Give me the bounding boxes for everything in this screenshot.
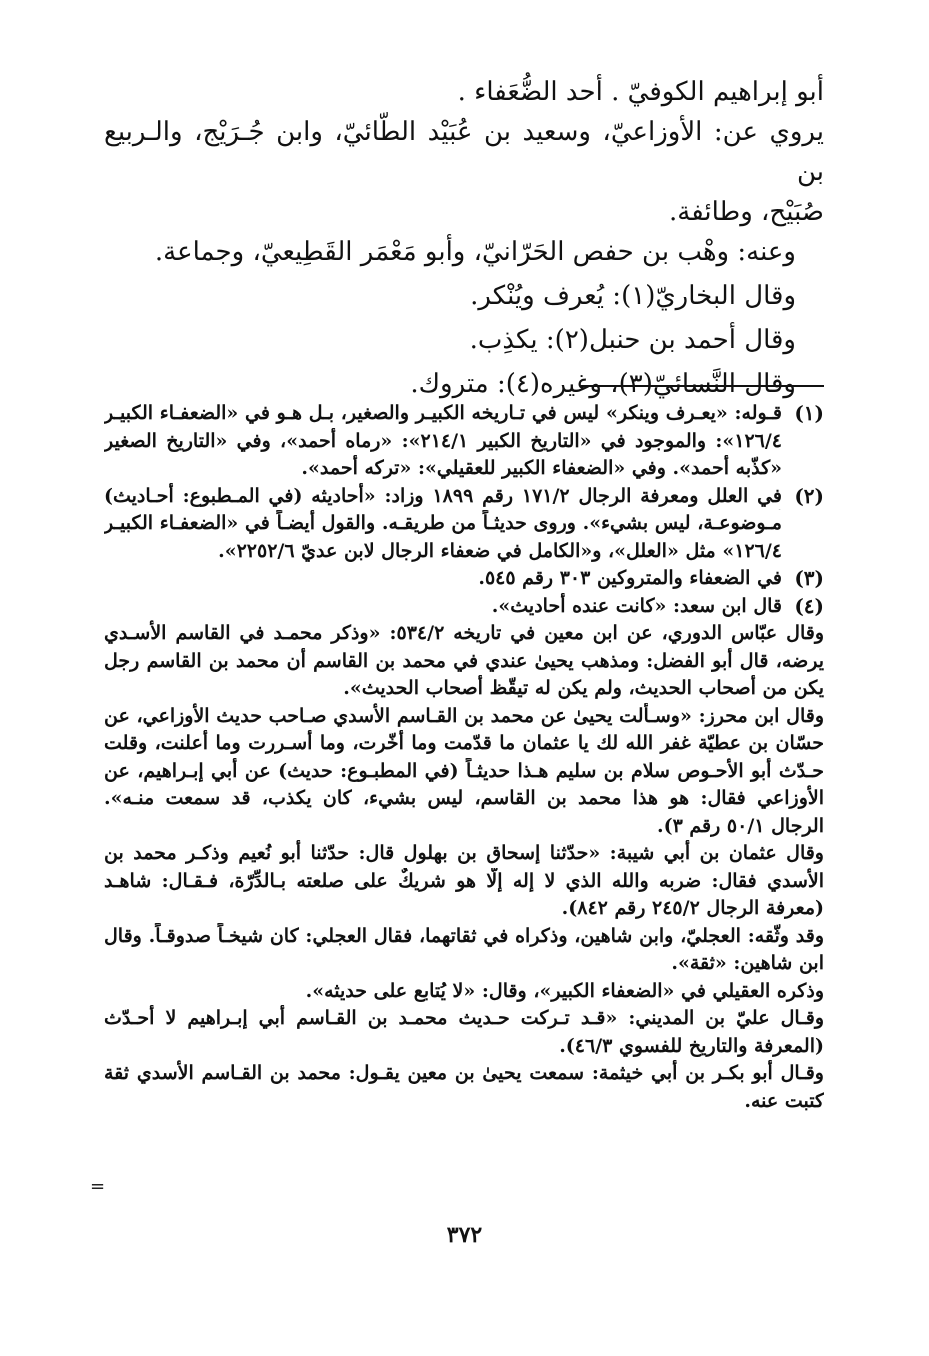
footnotes bbox=[104, 400, 824, 1115]
footnote-line: مـوضوعـة، ليس بشيء». وروى حديثـاً من طريقـه. والقول أيضـاً في «الضعفـاء الكبيـر bbox=[104, 512, 782, 534]
footnote-line: في العلل ومعرفة الرجال ١٧١/٢ رقم ١٨٩٩ وزاد: «أحاديثه (في المـطبوع: أحـاديث) bbox=[104, 484, 782, 507]
footnote-line: يرضه، قال أبو الفضل: ومذهب يحيىٰ عندي في محمد بن القاسم أن محمد بن القاسم رجل bbox=[104, 649, 824, 672]
footnote-number: (٢) bbox=[794, 483, 824, 508]
footnote-line: وقد وثّقه: العجليّ، وابن شاهين، وذكراه في ثقاتهما، فقال العجلي: كان شيخـاً صدوقـاً. وقال bbox=[104, 924, 824, 947]
footnote-line: وقـال أبو بكـر بن أبي خيثمة: سمعت يحيىٰ بن معين يقـول: محمد بن القـاسم الأسدي ثقة bbox=[104, 1062, 824, 1084]
page-number: ٣٧٢ bbox=[446, 1222, 483, 1248]
footnote-line: ابن شاهين: «ثقة». bbox=[671, 952, 824, 974]
main-line: وقال أحمد بن حنبل(٢): يكذِب. bbox=[469, 325, 796, 355]
footnote-line: وذكره العقيلي في «الضعفاء الكبير»، وقال: «لا يُتابع على حديثه». bbox=[305, 979, 824, 1002]
main-line: أبو إبراهيم الكوفيّ . أحد الضُّعَفاء . bbox=[457, 77, 824, 107]
footnote-number: (٣) bbox=[794, 566, 824, 590]
footnote-line: وقال عبّاس الدوري، عن ابن معين في تاريخه ٥٣٤/٢: «وذكر محمـد في القاسم الأسـدي bbox=[104, 622, 824, 644]
footnote-line: وقـال عليّ بن المديني: «قـد تـركت حـديث محمـد بن القـاسم أبي إبـراهيم لا أحـدّث bbox=[104, 1007, 824, 1029]
footnote-line: وقال ابن محرز: «وسـألت يحيىٰ عن محمد بن القـاسم الأسدي صـاحب حديث الأوزاعي، عن bbox=[104, 704, 824, 727]
footnote-line: ١٢٦/٤» مثل «العلل»، و«الكامل في ضعفاء الرجال لابن عديّ ٢٢٥٢/٦». bbox=[218, 539, 782, 562]
footnote-number: (١) bbox=[794, 401, 824, 425]
footnote-line: قال ابن سعد: «كانت عنده أحاديث». bbox=[491, 594, 782, 617]
continuation-mark: = bbox=[90, 1176, 106, 1197]
footnote-line: حـدّث أبو الأحـوص سلام بن سليم هـذا حديثـاً (في المطبـوع: حديث) عن أبي إبـراهيم، عن bbox=[104, 759, 824, 782]
footnote-3 bbox=[104, 565, 824, 593]
footnote-number: (٤) bbox=[794, 593, 824, 618]
main-line: يروي عن: الأوزاعيّ، وسعيد بن عُبَيْد الطّائيّ، وابن جُـرَيْج، والـربيع بن bbox=[104, 117, 824, 187]
footnote-line: الرجال ٥٠/١ رقم ٣). bbox=[656, 814, 824, 837]
main-text bbox=[104, 72, 824, 404]
main-line: صُبَيْح، وطائفة. bbox=[669, 197, 824, 227]
main-line: وقال النَّسائيّ(٣)، وغيره(٤): متروك. bbox=[410, 369, 796, 399]
footnote-4-continuation bbox=[104, 620, 824, 1115]
footnote-4 bbox=[104, 593, 824, 621]
footnote-line: (المعرفة والتاريخ للفسوي ٤٦/٣). bbox=[559, 1034, 824, 1057]
footnote-separator bbox=[581, 385, 824, 387]
main-line: وقال البخاريّ(١): يُعرف ويُنْكر. bbox=[470, 281, 796, 311]
footnote-line: حسّان بن عطيّة غفر الله لك يا عثمان ما قدّمت وما أخّرت، وما أسـررت وما أعلنت، وقلت bbox=[104, 732, 824, 754]
footnote-line: في الضعفاء والمتروكين ٣٠٣ رقم ٥٤٥. bbox=[478, 567, 782, 589]
footnote-line: وقال عثمان بن أبي شيبة: «حدّثنا إسحاق بن بهلول قال: حدّثنا أبو نُعيم وذكـر محمد بن bbox=[104, 842, 824, 864]
footnote-line: يكن من أصحاب الحديث، ولم يكن له تيقّظ أصحاب الحديث». bbox=[343, 677, 824, 699]
footnote-line: قـوله: «يعـرف وينكر» ليس في تـاريخه الكبيـر والصغير، بـل هـو في «الضعفـاء الكبيـر bbox=[104, 402, 782, 424]
footnote-1 bbox=[104, 400, 824, 483]
footnote-line: كتبت عنه. bbox=[744, 1089, 824, 1112]
main-line: وعنه: وهْب بن حفص الحَرّانيّ، وأبو مَعْمَر القَطِيعيّ، وجماعة. bbox=[154, 237, 796, 267]
footnote-line: (معرفة الرجال ٢٤٥/٢ رقم ٨٤٢). bbox=[561, 897, 824, 919]
footnote-line: الأوزاعي فقال: هو هذا محمد بن القاسم، ليس بشيء، كان يكذب، قد سمعت منـه». bbox=[104, 787, 824, 809]
footnote-line: ١٢٦/٤»: والموجود في «التاريخ الكبير ٢١٤/١»: «رماه أحمد»، وفي «التاريخ الصغير bbox=[104, 429, 782, 452]
footnote-2 bbox=[104, 483, 824, 566]
footnote-line: الأسدي فقال: ضربه والله الذي لا إله إلّا هو شريكٌ على صلعته بـالدِّرّة، فـقـال: شاهـد bbox=[104, 869, 824, 892]
footnote-line: «كذّبه أحمد». وفي «الضعفاء الكبير للعقيلي»: «تركه أحمد». bbox=[301, 457, 782, 479]
